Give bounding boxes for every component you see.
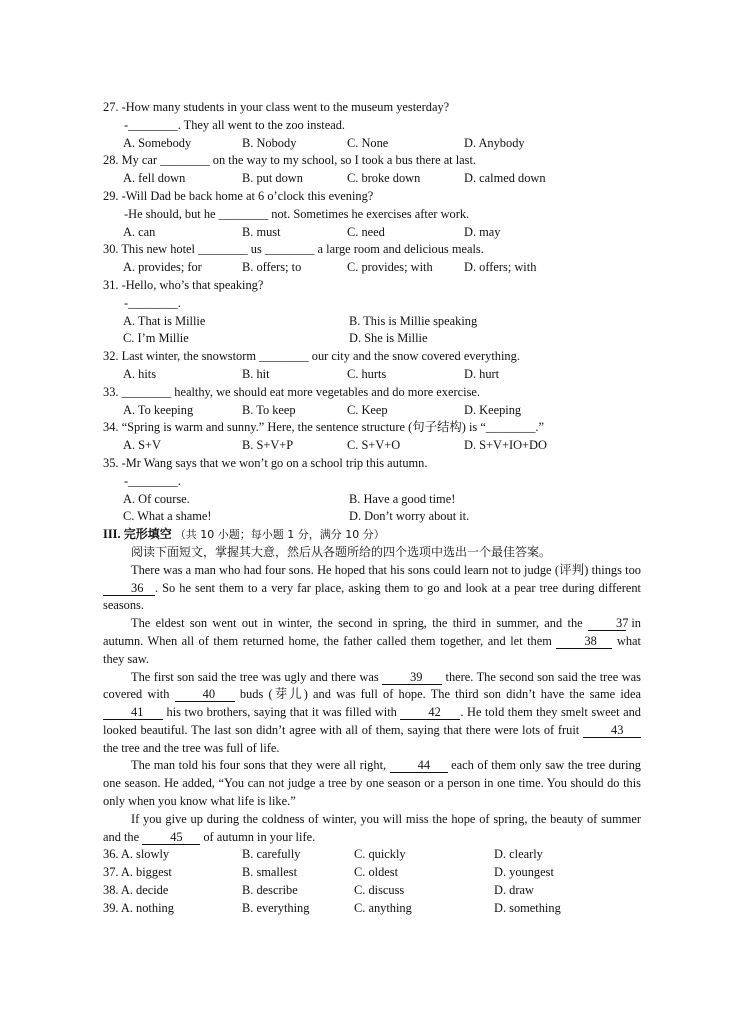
option-c[interactable]: C. I’m Millie [123,331,189,346]
option-c[interactable]: C. discuss [354,883,405,898]
options-row [103,135,641,153]
question-stem: 31. -Hello, who’s that speaking? [103,277,264,292]
options-row [103,259,641,277]
passage-text: buds (芽儿) and was full of hope. The third son didn’t have the same idea [234,687,641,702]
passage-text: of autumn in your life. [200,829,316,844]
question-stem: 29. -Will Dad be back home at 6 o’clock this evening? [103,188,374,203]
passage-text: . So he sent them to a very far place, asking them to go and look at a pear tree during different seasons. [103,580,641,613]
option-b[interactable]: B. S+V+P [242,438,294,453]
option-b[interactable]: B. everything [242,900,310,915]
option-b[interactable]: B. Nobody [242,135,297,150]
cloze-options-37 [103,864,641,882]
option-d[interactable]: D. Anybody [464,135,525,150]
section-number: III. [103,527,121,542]
option-d[interactable]: D. S+V+IO+DO [464,438,547,453]
blank-44[interactable]: 44 [390,758,448,773]
question-stem: 35. -Mr Wang says that we won’t go on a school trip this autumn. [103,455,428,470]
option-a[interactable]: A. can [123,224,156,239]
option-b[interactable]: B. must [242,224,281,239]
option-d[interactable]: D. clearly [494,847,543,862]
options-row [103,313,641,331]
option-b[interactable]: B. To keep [242,402,296,417]
options-row [103,491,641,509]
option-c[interactable]: C. Keep [347,402,388,417]
passage-paragraph [103,757,641,810]
option-c[interactable]: C. broke down [347,171,421,186]
option-c[interactable]: C. oldest [354,865,399,880]
cloze-options-36 [103,846,641,864]
option-d[interactable]: D. offers; with [464,260,537,275]
option-d[interactable]: D. Don’t worry about it. [349,509,470,524]
cloze-options-39 [103,900,641,918]
option-d[interactable]: D. draw [494,883,534,898]
passage-paragraph [103,562,641,615]
question-35 [103,455,641,526]
option-d[interactable]: D. something [494,900,561,915]
option-d[interactable]: D. hurt [464,366,500,381]
options-row [103,508,641,526]
question-30 [103,241,641,277]
passage-text: his two brothers, saying that it was filled with [163,705,401,720]
section-note: （共 10 小题；每小题 1 分，满分 10 分） [174,528,385,542]
passage-text: If you give up during the coldness of winter, you will miss the hope of spring, the beauty of summer and the [103,811,641,844]
question-31 [103,277,641,348]
section-instruction: 阅读下面短文，掌握其大意，然后从各题所给的四个选项中选出一个最佳答案。 [131,544,552,559]
option-d[interactable]: D. youngest [494,865,554,880]
options-row [103,224,641,242]
cloze-options-38 [103,882,641,900]
option-b[interactable]: B. offers; to [242,260,302,275]
option-c[interactable]: C. What a shame! [123,509,212,524]
passage-text: There was a man who had four sons. He hoped that his sons could learn not to judge (评判) things too [131,562,641,577]
blank-41[interactable]: 41 [103,705,163,720]
question-stem: 27. -How many students in your class went to the museum yesterday? [103,100,450,114]
option-b[interactable]: B. hit [242,366,270,381]
passage-text: the tree and the tree was full of life. [103,740,280,755]
option-a[interactable]: A. Somebody [123,135,192,150]
option-d[interactable]: D. may [464,224,501,239]
blank-40[interactable]: 40 [175,687,235,702]
question-stem: 30. This new hotel ________ us ________ a large room and delicious meals. [103,242,484,257]
option-a[interactable]: A. fell down [123,171,186,186]
question-34 [103,419,641,455]
question-33 [103,384,641,420]
option-b[interactable]: B. This is Millie speaking [349,313,478,328]
option-c[interactable]: C. quickly [354,847,406,862]
section-title: 完形填空 [123,527,172,542]
question-32 [103,348,641,384]
passage-text: The man told his four sons that they were all right, [131,758,390,773]
question-27 [103,99,641,152]
question-29 [103,188,641,241]
option-c[interactable]: C. need [347,224,385,239]
option-b[interactable]: B. smallest [242,865,298,880]
blank-45[interactable]: 45 [142,830,200,845]
blank-36[interactable]: 36 [103,581,155,596]
option-a[interactable]: 36. A. slowly [103,847,170,862]
passage-paragraph [103,669,641,758]
option-c[interactable]: C. hurts [347,366,387,381]
passage-text: The eldest son went out in winter, the second in spring, the third in summer, and the [131,616,588,631]
question-stem: 32. Last winter, the snowstorm ________ our city and the snow covered everything. [103,349,520,364]
option-a[interactable]: 37. A. biggest [103,865,172,880]
cloze-passage [103,562,641,847]
option-a[interactable]: A. S+V [123,438,161,453]
options-row [103,402,641,420]
option-b[interactable]: B. carefully [242,847,301,862]
question-dialogue: -________. They all went to the zoo instead. [124,117,346,132]
blank-38[interactable]: 38 [556,634,612,649]
blank-37[interactable]: 37 [588,616,626,631]
options-row [103,437,641,455]
section-heading [103,526,641,544]
options-row [103,170,641,188]
passage-paragraph [103,811,641,847]
option-a[interactable]: A. provides; for [123,260,202,275]
option-a[interactable]: A. That is Millie [123,313,206,328]
question-dialogue: -He should, but he ________ not. Sometimes he exercises after work. [124,206,470,221]
option-a[interactable]: A. Of course. [123,491,190,506]
option-a[interactable]: 38. A. decide [103,883,169,898]
passage-text: in autumn. When all of them returned home, the father called them together, and let them [103,616,641,648]
option-c[interactable]: C. S+V+O [347,438,401,453]
passage-text: there. The second son said the tree was covered with [103,669,641,702]
option-c[interactable]: C. anything [354,900,412,915]
blank-42[interactable]: 42 [400,705,460,720]
option-a[interactable]: 39. A. nothing [103,900,174,915]
options-row [103,330,641,348]
question-stem: 33. ________ healthy, we should eat more vegetables and do more exercise. [103,384,480,399]
passage-text: . He told them they smelt sweet and looked beautiful. The last son didn’t agree with all of them, saying that there were lots of fruit [103,705,642,737]
question-dialogue: -________. [124,295,181,310]
blank-39[interactable]: 39 [382,670,442,685]
option-a[interactable]: A. hits [123,366,157,381]
question-28 [103,152,641,188]
option-c[interactable]: C. provides; with [347,260,433,275]
question-dialogue: -________. [124,473,181,488]
exam-content [103,99,641,918]
option-a[interactable]: A. To keeping [123,402,194,417]
blank-43[interactable]: 43 [583,723,641,738]
options-row [103,366,641,384]
option-d[interactable]: D. She is Millie [349,331,428,346]
passage-text: each of them only saw the tree during one season. He added, “You can not judge a tree by one season or a person in one time. You should do this only when you know what life is like.” [103,758,641,809]
passage-text: The first son said the tree was ugly and there was [131,669,383,684]
option-d[interactable]: D. calmed down [464,171,546,186]
option-b[interactable]: B. put down [242,171,303,186]
question-stem: 28. My car ________ on the way to my school, so I took a bus there at last. [103,153,477,168]
option-d[interactable]: D. Keeping [464,402,522,417]
option-b[interactable]: B. describe [242,883,298,898]
passage-text: what they saw. [103,633,641,666]
question-stem: 34. “Spring is warm and sunny.” Here, the sentence structure (句子结构) is “________.” [103,420,545,435]
passage-paragraph [103,615,641,668]
option-c[interactable]: C. None [347,135,389,150]
option-b[interactable]: B. Have a good time! [349,491,456,506]
